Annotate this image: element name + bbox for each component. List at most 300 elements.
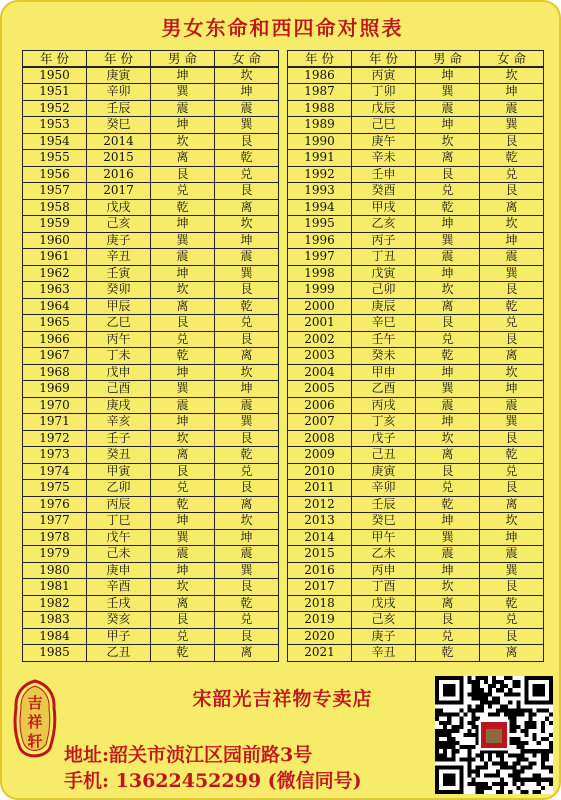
cell-year: 1969 bbox=[23, 381, 87, 398]
cell-female-gua: 坤 bbox=[480, 381, 544, 398]
cell-year: 1975 bbox=[23, 480, 87, 497]
svg-text:轩: 轩 bbox=[27, 732, 43, 750]
cell-male-gua: 巽 bbox=[416, 84, 480, 101]
cell-year: 1981 bbox=[23, 579, 87, 596]
cell-ganzhi: 壬辰 bbox=[87, 100, 151, 117]
table-row bbox=[23, 628, 279, 645]
cell-ganzhi: 癸卯 bbox=[87, 282, 151, 299]
cell-male-gua: 坤 bbox=[151, 117, 215, 134]
table-row bbox=[23, 397, 279, 414]
cell-female-gua: 艮 bbox=[480, 480, 544, 497]
cell-ganzhi: 戊辰 bbox=[352, 100, 416, 117]
cell-year: 1955 bbox=[23, 150, 87, 167]
table-row bbox=[288, 529, 544, 546]
table-row bbox=[288, 463, 544, 480]
table-row bbox=[23, 150, 279, 167]
cell-female-gua: 艮 bbox=[215, 430, 279, 447]
cell-male-gua: 兑 bbox=[416, 628, 480, 645]
cell-ganzhi: 丙子 bbox=[352, 232, 416, 249]
cell-male-gua: 艮 bbox=[416, 315, 480, 332]
table-row bbox=[288, 397, 544, 414]
cell-ganzhi: 壬午 bbox=[352, 331, 416, 348]
cell-male-gua: 坤 bbox=[416, 117, 480, 134]
cell-ganzhi: 己丑 bbox=[352, 447, 416, 464]
table-row bbox=[23, 595, 279, 612]
cell-ganzhi: 2016 bbox=[87, 166, 151, 183]
table-row bbox=[23, 117, 279, 134]
cell-female-gua: 离 bbox=[480, 348, 544, 365]
cell-ganzhi: 壬戌 bbox=[87, 595, 151, 612]
cell-ganzhi: 乙未 bbox=[352, 546, 416, 563]
table-row bbox=[288, 628, 544, 645]
cell-ganzhi: 壬辰 bbox=[352, 496, 416, 513]
cell-year: 2020 bbox=[288, 628, 352, 645]
cell-ganzhi: 甲寅 bbox=[87, 463, 151, 480]
cell-male-gua: 巽 bbox=[151, 381, 215, 398]
table-row bbox=[23, 183, 279, 200]
table-header-row bbox=[23, 51, 279, 68]
cell-female-gua: 兑 bbox=[215, 612, 279, 629]
table-row bbox=[288, 216, 544, 233]
cell-female-gua: 乾 bbox=[215, 447, 279, 464]
header-year: 年 份 bbox=[288, 51, 352, 68]
cell-female-gua: 乾 bbox=[215, 150, 279, 167]
cell-year: 1983 bbox=[23, 612, 87, 629]
table-row bbox=[23, 430, 279, 447]
cell-year: 2014 bbox=[288, 529, 352, 546]
cell-ganzhi: 丁巳 bbox=[87, 513, 151, 530]
table-row bbox=[23, 381, 279, 398]
cell-male-gua: 巽 bbox=[151, 529, 215, 546]
cell-year: 1987 bbox=[288, 84, 352, 101]
cell-year: 2002 bbox=[288, 331, 352, 348]
cell-female-gua: 艮 bbox=[215, 282, 279, 299]
cell-female-gua: 震 bbox=[215, 546, 279, 563]
header-male: 男 命 bbox=[151, 51, 215, 68]
svg-text:祥: 祥 bbox=[27, 713, 43, 731]
cell-male-gua: 兑 bbox=[151, 331, 215, 348]
cell-ganzhi: 己酉 bbox=[87, 381, 151, 398]
table-row bbox=[23, 232, 279, 249]
cell-male-gua: 坎 bbox=[151, 133, 215, 150]
cell-ganzhi: 癸巳 bbox=[87, 117, 151, 134]
cell-year: 2016 bbox=[288, 562, 352, 579]
cell-ganzhi: 辛卯 bbox=[352, 480, 416, 497]
cell-female-gua: 兑 bbox=[480, 166, 544, 183]
cell-ganzhi: 丙申 bbox=[352, 562, 416, 579]
table-row bbox=[23, 315, 279, 332]
cell-female-gua: 坎 bbox=[215, 364, 279, 381]
table-row bbox=[288, 595, 544, 612]
table-row bbox=[23, 133, 279, 150]
cell-ganzhi: 丙辰 bbox=[87, 496, 151, 513]
table-row bbox=[288, 100, 544, 117]
table-row bbox=[23, 546, 279, 563]
table-left bbox=[22, 50, 279, 662]
cell-male-gua: 坤 bbox=[151, 265, 215, 282]
table-row bbox=[288, 579, 544, 596]
cell-year: 1986 bbox=[288, 67, 352, 84]
cell-male-gua: 坤 bbox=[151, 513, 215, 530]
cell-male-gua: 震 bbox=[151, 249, 215, 266]
table-row bbox=[288, 282, 544, 299]
cell-year: 1964 bbox=[23, 298, 87, 315]
cell-female-gua: 巽 bbox=[480, 562, 544, 579]
cell-ganzhi: 庚寅 bbox=[87, 67, 151, 84]
table-row bbox=[288, 315, 544, 332]
cell-ganzhi: 庚申 bbox=[87, 562, 151, 579]
header-year-ganzhi: 年 份 bbox=[352, 51, 416, 68]
cell-ganzhi: 甲申 bbox=[352, 364, 416, 381]
cell-female-gua: 巽 bbox=[215, 117, 279, 134]
cell-ganzhi: 丙寅 bbox=[352, 67, 416, 84]
cell-year: 2013 bbox=[288, 513, 352, 530]
table-row bbox=[288, 183, 544, 200]
cell-ganzhi: 戊申 bbox=[87, 364, 151, 381]
cell-female-gua: 乾 bbox=[215, 298, 279, 315]
cell-ganzhi: 癸丑 bbox=[87, 447, 151, 464]
cell-year: 1957 bbox=[23, 183, 87, 200]
shop-name: 宋韶光吉祥物专卖店 bbox=[192, 688, 373, 710]
cell-ganzhi: 癸巳 bbox=[352, 513, 416, 530]
cell-male-gua: 坤 bbox=[151, 562, 215, 579]
cell-year: 2003 bbox=[288, 348, 352, 365]
cell-year: 1973 bbox=[23, 447, 87, 464]
table-row bbox=[288, 430, 544, 447]
cell-male-gua: 乾 bbox=[151, 645, 215, 662]
cell-ganzhi: 己巳 bbox=[352, 117, 416, 134]
table-row bbox=[23, 331, 279, 348]
cell-male-gua: 乾 bbox=[151, 348, 215, 365]
phone-text: 手机: 13622452299 (微信同号) bbox=[64, 770, 362, 792]
cell-year: 1995 bbox=[288, 216, 352, 233]
cell-female-gua: 乾 bbox=[480, 595, 544, 612]
cell-ganzhi: 乙卯 bbox=[87, 480, 151, 497]
table-row bbox=[23, 496, 279, 513]
cell-ganzhi: 辛未 bbox=[352, 150, 416, 167]
cell-ganzhi: 辛丑 bbox=[87, 249, 151, 266]
cell-female-gua: 艮 bbox=[215, 331, 279, 348]
cell-ganzhi: 庚子 bbox=[87, 232, 151, 249]
cell-year: 1988 bbox=[288, 100, 352, 117]
cell-ganzhi: 己未 bbox=[87, 546, 151, 563]
table-row bbox=[23, 282, 279, 299]
cell-ganzhi: 壬申 bbox=[352, 166, 416, 183]
cell-female-gua: 离 bbox=[480, 199, 544, 216]
cell-male-gua: 坤 bbox=[416, 265, 480, 282]
cell-year: 2009 bbox=[288, 447, 352, 464]
cell-female-gua: 兑 bbox=[215, 315, 279, 332]
cell-male-gua: 离 bbox=[416, 298, 480, 315]
table-row bbox=[288, 166, 544, 183]
cell-male-gua: 艮 bbox=[416, 612, 480, 629]
cell-male-gua: 坎 bbox=[416, 430, 480, 447]
table-row bbox=[288, 364, 544, 381]
cell-ganzhi: 丁未 bbox=[87, 348, 151, 365]
cell-female-gua: 艮 bbox=[480, 331, 544, 348]
cell-year: 1953 bbox=[23, 117, 87, 134]
table-row bbox=[23, 447, 279, 464]
cell-male-gua: 坎 bbox=[151, 282, 215, 299]
table-row bbox=[23, 480, 279, 497]
cell-female-gua: 离 bbox=[215, 199, 279, 216]
cell-female-gua: 坤 bbox=[215, 529, 279, 546]
cell-male-gua: 震 bbox=[416, 100, 480, 117]
table-row bbox=[23, 562, 279, 579]
cell-year: 1976 bbox=[23, 496, 87, 513]
cell-female-gua: 震 bbox=[215, 100, 279, 117]
cell-female-gua: 震 bbox=[480, 100, 544, 117]
cell-year: 1956 bbox=[23, 166, 87, 183]
cell-year: 1997 bbox=[288, 249, 352, 266]
cell-ganzhi: 辛亥 bbox=[87, 414, 151, 431]
cell-male-gua: 坤 bbox=[416, 414, 480, 431]
cell-male-gua: 坎 bbox=[151, 579, 215, 596]
cell-male-gua: 兑 bbox=[151, 480, 215, 497]
table-row bbox=[288, 546, 544, 563]
table-row bbox=[288, 496, 544, 513]
cell-year: 2006 bbox=[288, 397, 352, 414]
cell-year: 2010 bbox=[288, 463, 352, 480]
cell-year: 2019 bbox=[288, 612, 352, 629]
table-row bbox=[288, 265, 544, 282]
cell-ganzhi: 癸酉 bbox=[352, 183, 416, 200]
cell-male-gua: 震 bbox=[416, 397, 480, 414]
cell-female-gua: 艮 bbox=[215, 628, 279, 645]
cell-female-gua: 坎 bbox=[480, 513, 544, 530]
cell-year: 1971 bbox=[23, 414, 87, 431]
table-row bbox=[23, 67, 279, 84]
cell-year: 2017 bbox=[288, 579, 352, 596]
cell-female-gua: 巽 bbox=[480, 117, 544, 134]
cell-year: 1963 bbox=[23, 282, 87, 299]
cell-year: 1960 bbox=[23, 232, 87, 249]
table-row bbox=[288, 562, 544, 579]
table-row bbox=[288, 150, 544, 167]
cell-ganzhi: 辛丑 bbox=[352, 645, 416, 662]
page-title: 男女东命和西四命对照表 bbox=[161, 16, 404, 40]
svg-text:吉: 吉 bbox=[27, 694, 43, 712]
cell-female-gua: 艮 bbox=[480, 430, 544, 447]
table-row bbox=[288, 67, 544, 84]
table-row bbox=[288, 249, 544, 266]
cell-ganzhi: 庚寅 bbox=[352, 463, 416, 480]
cell-ganzhi: 癸亥 bbox=[87, 612, 151, 629]
cell-year: 1977 bbox=[23, 513, 87, 530]
cell-year: 2021 bbox=[288, 645, 352, 662]
cell-female-gua: 坤 bbox=[215, 84, 279, 101]
cell-female-gua: 乾 bbox=[480, 447, 544, 464]
cell-year: 1959 bbox=[23, 216, 87, 233]
cell-female-gua: 艮 bbox=[215, 133, 279, 150]
cell-female-gua: 震 bbox=[480, 546, 544, 563]
cell-female-gua: 坎 bbox=[215, 216, 279, 233]
cell-male-gua: 巽 bbox=[151, 84, 215, 101]
cell-female-gua: 巽 bbox=[215, 562, 279, 579]
table-row bbox=[23, 216, 279, 233]
cell-male-gua: 艮 bbox=[151, 463, 215, 480]
table-row bbox=[23, 463, 279, 480]
cell-ganzhi: 戊午 bbox=[87, 529, 151, 546]
table-row bbox=[288, 117, 544, 134]
qr-code-icon[interactable] bbox=[435, 676, 553, 794]
cell-male-gua: 坤 bbox=[416, 364, 480, 381]
cell-ganzhi: 庚午 bbox=[352, 133, 416, 150]
cell-female-gua: 艮 bbox=[480, 579, 544, 596]
cell-ganzhi: 2017 bbox=[87, 183, 151, 200]
cell-female-gua: 艮 bbox=[215, 183, 279, 200]
cell-ganzhi: 甲辰 bbox=[87, 298, 151, 315]
cell-ganzhi: 丙午 bbox=[87, 331, 151, 348]
cell-male-gua: 坤 bbox=[151, 414, 215, 431]
cell-ganzhi: 己卯 bbox=[352, 282, 416, 299]
cell-female-gua: 离 bbox=[215, 645, 279, 662]
table-row bbox=[288, 84, 544, 101]
cell-year: 1950 bbox=[23, 67, 87, 84]
cell-ganzhi: 己亥 bbox=[352, 612, 416, 629]
cell-year: 1979 bbox=[23, 546, 87, 563]
cell-female-gua: 震 bbox=[480, 249, 544, 266]
cell-year: 1982 bbox=[23, 595, 87, 612]
table-row bbox=[23, 364, 279, 381]
cell-year: 1974 bbox=[23, 463, 87, 480]
cell-male-gua: 坤 bbox=[416, 513, 480, 530]
cell-year: 1993 bbox=[288, 183, 352, 200]
cell-male-gua: 乾 bbox=[151, 199, 215, 216]
cell-male-gua: 坎 bbox=[416, 579, 480, 596]
cell-female-gua: 巽 bbox=[215, 265, 279, 282]
cell-male-gua: 艮 bbox=[151, 315, 215, 332]
table-row bbox=[23, 414, 279, 431]
cell-ganzhi: 甲午 bbox=[352, 529, 416, 546]
cell-male-gua: 坤 bbox=[151, 216, 215, 233]
table-row bbox=[288, 447, 544, 464]
cell-male-gua: 离 bbox=[416, 595, 480, 612]
cell-female-gua: 艮 bbox=[215, 579, 279, 596]
cell-male-gua: 艮 bbox=[151, 166, 215, 183]
cell-male-gua: 离 bbox=[151, 447, 215, 464]
cell-female-gua: 巽 bbox=[215, 414, 279, 431]
cell-female-gua: 艮 bbox=[480, 183, 544, 200]
table-row bbox=[288, 381, 544, 398]
cell-male-gua: 离 bbox=[416, 150, 480, 167]
cell-year: 1984 bbox=[23, 628, 87, 645]
cell-female-gua: 坤 bbox=[480, 232, 544, 249]
cell-male-gua: 坤 bbox=[151, 67, 215, 84]
cell-female-gua: 巽 bbox=[480, 414, 544, 431]
cell-year: 1999 bbox=[288, 282, 352, 299]
cell-female-gua: 艮 bbox=[480, 282, 544, 299]
table-row bbox=[23, 298, 279, 315]
cell-year: 1954 bbox=[23, 133, 87, 150]
cell-male-gua: 艮 bbox=[151, 612, 215, 629]
cell-female-gua: 离 bbox=[215, 496, 279, 513]
cell-male-gua: 巽 bbox=[416, 529, 480, 546]
cell-year: 2007 bbox=[288, 414, 352, 431]
cell-year: 2018 bbox=[288, 595, 352, 612]
cell-ganzhi: 辛巳 bbox=[352, 315, 416, 332]
cell-year: 2011 bbox=[288, 480, 352, 497]
cell-female-gua: 乾 bbox=[215, 595, 279, 612]
cell-year: 2012 bbox=[288, 496, 352, 513]
header-female: 女 命 bbox=[480, 51, 544, 68]
cell-female-gua: 坎 bbox=[480, 67, 544, 84]
cell-year: 2001 bbox=[288, 315, 352, 332]
cell-year: 1992 bbox=[288, 166, 352, 183]
cell-male-gua: 艮 bbox=[416, 166, 480, 183]
cell-male-gua: 乾 bbox=[151, 496, 215, 513]
table-row bbox=[288, 298, 544, 315]
cell-male-gua: 巽 bbox=[416, 232, 480, 249]
cell-female-gua: 乾 bbox=[480, 150, 544, 167]
cell-male-gua: 坤 bbox=[416, 67, 480, 84]
cell-ganzhi: 戊戌 bbox=[87, 199, 151, 216]
cell-male-gua: 坤 bbox=[416, 216, 480, 233]
table-row bbox=[23, 645, 279, 662]
table-row bbox=[288, 612, 544, 629]
table-row bbox=[23, 199, 279, 216]
table-row bbox=[23, 579, 279, 596]
cell-female-gua: 震 bbox=[480, 397, 544, 414]
cell-male-gua: 离 bbox=[151, 298, 215, 315]
cell-female-gua: 巽 bbox=[480, 265, 544, 282]
cell-ganzhi: 壬子 bbox=[87, 430, 151, 447]
cell-female-gua: 艮 bbox=[480, 133, 544, 150]
cell-female-gua: 离 bbox=[480, 645, 544, 662]
cell-male-gua: 兑 bbox=[416, 331, 480, 348]
cell-year: 1968 bbox=[23, 364, 87, 381]
cell-male-gua: 兑 bbox=[151, 628, 215, 645]
address-text: 地址:韶关市浈江区园前路3号 bbox=[64, 744, 313, 766]
cell-ganzhi: 壬寅 bbox=[87, 265, 151, 282]
cell-female-gua: 兑 bbox=[215, 166, 279, 183]
cell-male-gua: 坎 bbox=[416, 282, 480, 299]
cell-ganzhi: 乙亥 bbox=[352, 216, 416, 233]
cell-male-gua: 坎 bbox=[151, 430, 215, 447]
cell-year: 1951 bbox=[23, 84, 87, 101]
cell-ganzhi: 庚戌 bbox=[87, 397, 151, 414]
cell-year: 1965 bbox=[23, 315, 87, 332]
cell-year: 1966 bbox=[23, 331, 87, 348]
cell-year: 1978 bbox=[23, 529, 87, 546]
cell-year: 2008 bbox=[288, 430, 352, 447]
table-row bbox=[288, 414, 544, 431]
cell-male-gua: 巽 bbox=[151, 232, 215, 249]
cell-year: 1967 bbox=[23, 348, 87, 365]
table-row bbox=[23, 513, 279, 530]
cell-female-gua: 坤 bbox=[215, 381, 279, 398]
cell-year: 1998 bbox=[288, 265, 352, 282]
header-female: 女 命 bbox=[215, 51, 279, 68]
cell-male-gua: 震 bbox=[416, 546, 480, 563]
cell-female-gua: 坎 bbox=[480, 216, 544, 233]
cell-ganzhi: 丁酉 bbox=[352, 579, 416, 596]
cell-ganzhi: 丁丑 bbox=[352, 249, 416, 266]
cell-female-gua: 艮 bbox=[480, 628, 544, 645]
cell-year: 1961 bbox=[23, 249, 87, 266]
table-header-row bbox=[288, 51, 544, 68]
cell-male-gua: 乾 bbox=[416, 199, 480, 216]
cell-male-gua: 震 bbox=[416, 249, 480, 266]
cell-year: 1980 bbox=[23, 562, 87, 579]
cell-year: 1996 bbox=[288, 232, 352, 249]
cell-ganzhi: 庚辰 bbox=[352, 298, 416, 315]
table-row bbox=[288, 232, 544, 249]
cell-year: 1970 bbox=[23, 397, 87, 414]
cell-year: 2000 bbox=[288, 298, 352, 315]
cell-ganzhi: 戊子 bbox=[352, 430, 416, 447]
table-row bbox=[288, 645, 544, 662]
